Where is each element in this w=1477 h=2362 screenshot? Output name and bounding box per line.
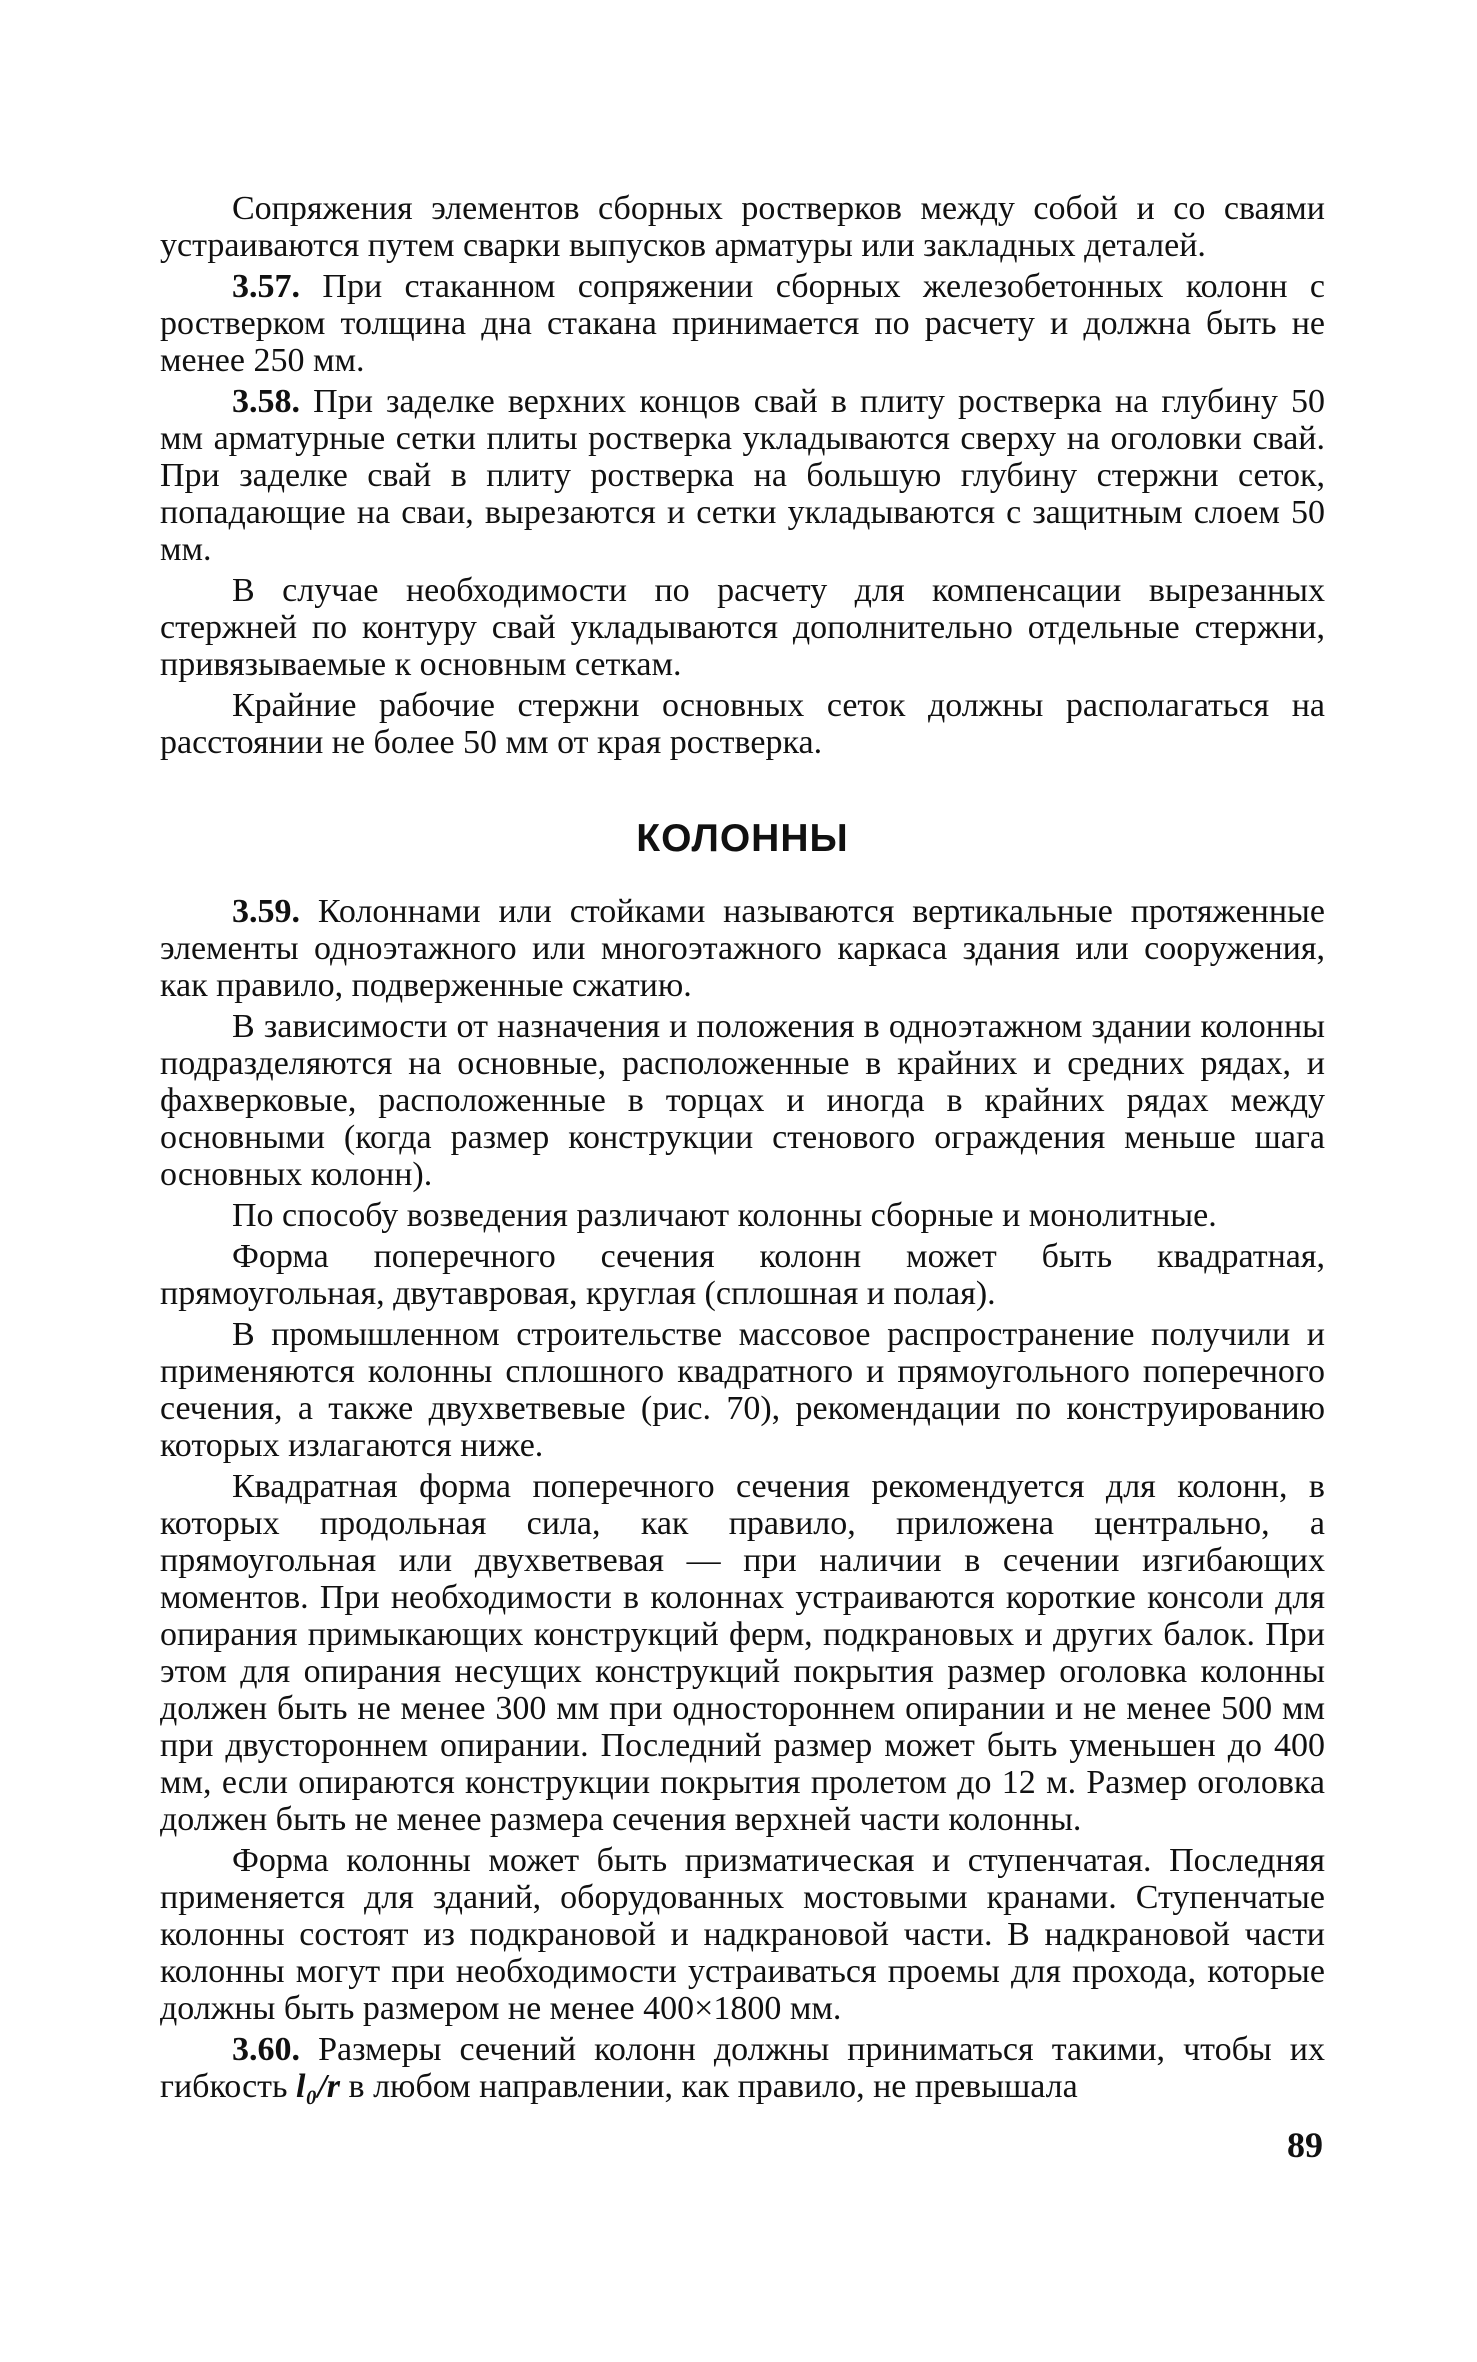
paragraph-text: В промышленном строительстве массовое распространение получили и применяются колонны сплошного квадратного и прямоугольного поперечного сечения, а также двухветвевые (рис. 70), рекомендации по конструированию которых излагаются ниже. [160,1316,1325,1464]
page-number: 89 [1287,2125,1323,2165]
paragraph-text-before: Размеры сечений колонн должны приниматься такими, чтобы их гибкость [160,2031,1325,2105]
paragraph-text: При стаканном сопряжении сборных железобетонных колонн с ростверком толщина дна стакана принимается по расчету и должна быть не менее 250 мм. [160,268,1325,379]
paragraph-construction-method [160,1197,1325,1234]
paragraph-text-after: в любом направлении, как правило, не превышала [340,2068,1078,2105]
paragraph-industrial [160,1316,1325,1464]
paragraph-3-58 [160,383,1325,568]
section-heading: КОЛОННЫ [636,817,849,860]
paragraph-text: При заделке верхних концов свай в плиту ростверка на глубину 50 мм арматурные сетки плиты ростверка укладываются сверху на оголовки свай. При заделке свай в плиту ростверка на большую глубину стержни сеток, попадающие на сваи, вырезаются и сетки укладываются с защитным слоем 50 мм. [160,383,1325,568]
clause-number: 3.60. [232,2031,300,2068]
paragraph-5 [160,687,1325,761]
slenderness-formula: l₀/r [296,2068,341,2105]
clause-number: 3.57. [232,268,300,305]
paragraph-text: В случае необходимости по расчету для компенсации вырезанных стержней по контуру свай укладываются дополнительно отдельные стержни, привязываемые к основным сеткам. [160,572,1325,683]
paragraphs-bottom [160,893,1325,2105]
paragraph-column-types [160,1008,1325,1193]
paragraph-text: Форма поперечного сечения колонн может быть квадратная, прямоугольная, двутавровая, круглая (сплошная и полая). [160,1238,1325,1312]
paragraph-section-shape [160,1238,1325,1312]
paragraph-text: По способу возведения различают колонны сборные и монолитные. [232,1197,1217,1234]
paragraph-square-form [160,1468,1325,1838]
paragraph-text: Сопряжения элементов сборных ростверков между собой и со сваями устраиваются путем сварки выпусков арматуры или закладных деталей. [160,190,1325,264]
paragraph-column-form [160,1842,1325,2027]
paragraph-text: Форма колонны может быть призматическая и ступенчатая. Последняя применяется для зданий, оборудованных мостовыми кранами. Ступенчатые колонны состоят из подкрановой и надкрановой части. В надкрановой части колонны могут при необходимости устраиваться проемы для прохода, которые должны быть размером не менее 400×1800 мм. [160,1842,1325,2027]
paragraph-text: Колоннами или стойками называются вертикальные протяженные элементы одноэтажного или многоэтажного каркаса здания или сооружения, как правило, подверженные сжатию. [160,893,1325,1004]
page-body [160,190,1325,2105]
paragraph-3-60 [160,2031,1325,2105]
paragraph-4 [160,572,1325,683]
paragraph-3-57 [160,268,1325,379]
paragraph-text: Квадратная форма поперечного сечения рекомендуется для колонн, в которых продольная сила, как правило, приложена центрально, а прямоугольная или двухветвевая — при наличии в сечении изгибающих моментов. При необходимости в колоннах устраиваются короткие консоли для опирания примыкающих конструкций ферм, подкрановых и других балок. При этом для опирания несущих конструкций покрытия размер оголовка колонны должен быть не менее 300 мм при одностороннем опирании и не менее 500 мм при двустороннем опирании. Последний размер может быть уменьшен до 400 мм, если опираются конструкции покрытия пролетом до 12 м. Размер оголовка должен быть не менее размера сечения верхней части колонны. [160,1468,1325,1838]
paragraph-1 [160,190,1325,264]
paragraph-3-59 [160,893,1325,1004]
clause-number: 3.59. [232,893,300,930]
paragraph-text: Крайние рабочие стержни основных сеток должны располагаться на расстоянии не более 50 мм от края ростверка. [160,687,1325,761]
clause-number: 3.58. [232,383,300,420]
paragraphs-top [160,190,1325,761]
paragraph-text: В зависимости от назначения и положения в одноэтажном здании колонны подразделяются на основные, расположенные в крайних и средних рядах, и фахверковые, расположенные в торцах и иногда в крайних рядах между основными (когда размер конструкции стенового ограждения меньше шага основных колонн). [160,1008,1325,1193]
